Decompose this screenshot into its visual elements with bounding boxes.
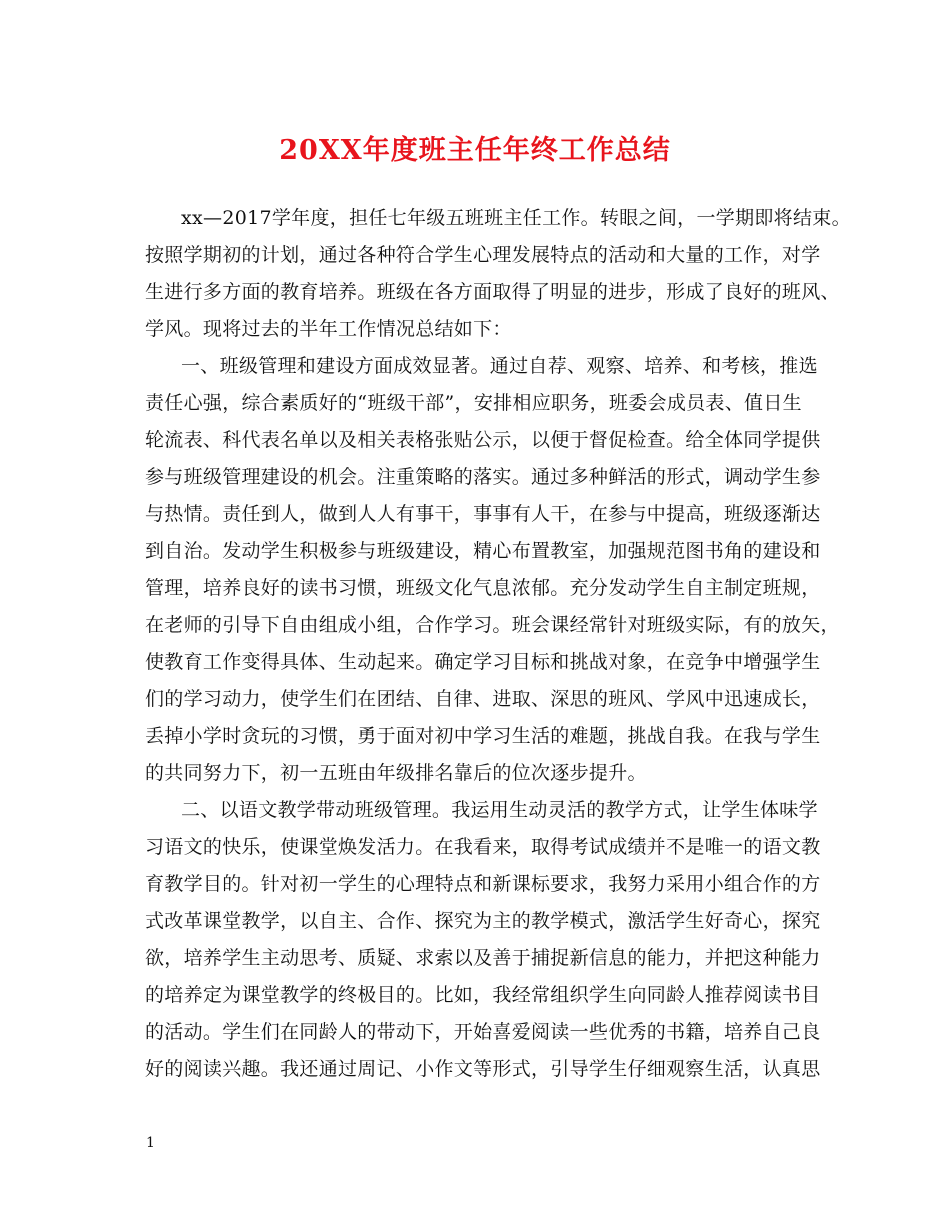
text-line: 欲，培养学生主动思考、质疑、求索以及善于捕捉新信息的能力，并把这种能力 <box>145 947 821 969</box>
text-line: xx—2017学年度，担任七年级五班班主任工作。转眼之间，一学期即将结束。 <box>181 207 851 229</box>
text-line: 的培养定为课堂教学的终极目的。比如，我经常组织学生向同龄人推荐阅读书目 <box>145 984 821 1006</box>
text-line: 二、以语文教学带动班级管理。我运用生动灵活的教学方式，让学生体味学 <box>181 799 818 821</box>
text-line: 责任心强，综合素质好的“班级干部”，安排相应职务，班委会成员表、值日生 <box>145 392 802 414</box>
text-line: 好的阅读兴趣。我还通过周记、小作文等形式，引导学生仔细观察生活，认真思 <box>145 1058 821 1080</box>
text-line: 育教学目的。针对初一学生的心理特点和新课标要求，我努力采用小组合作的方 <box>145 873 821 895</box>
text-line: 一、班级管理和建设方面成效显著。通过自荐、观察、培养、和考核，推选 <box>181 355 818 377</box>
document-title: 20XX年度班主任年终工作总结 <box>279 135 671 166</box>
text-line: 与热情。责任到人，做到人人有事干，事事有人干，在参与中提高，班级逐渐达 <box>145 503 821 525</box>
text-line: 习语文的快乐，使课堂焕发活力。在我看来，取得考试成绩并不是唯一的语文教 <box>145 836 821 858</box>
text-line: 学风。现将过去的半年工作情况总结如下： <box>145 318 512 340</box>
text-line: 管理，培养良好的读书习惯，班级文化气息浓郁。充分发动学生自主制定班规， <box>145 577 821 599</box>
text-line: 生进行多方面的教育培养。班级在各方面取得了明显的进步，形成了良好的班风、 <box>145 281 840 303</box>
text-line: 到自治。发动学生积极参与班级建设，精心布置教室，加强规范图书角的建设和 <box>145 540 821 562</box>
text-line: 丢掉小学时贪玩的习惯，勇于面对初中学习生活的难题，挑战自我。在我与学生 <box>145 725 821 747</box>
text-line: 的活动。学生们在同龄人的带动下，开始喜爱阅读一些优秀的书籍，培养自己良 <box>145 1021 821 1043</box>
text-line: 式改革课堂教学，以自主、合作、探究为主的教学模式，激活学生好奇心，探究 <box>145 910 821 932</box>
document-body <box>145 200 851 1088</box>
text-line: 轮流表、科代表名单以及相关表格张贴公示，以便于督促检查。给全体同学提供 <box>145 429 821 451</box>
text-line: 的共同努力下，初一五班由年级排名靠后的位次逐步提升。 <box>145 762 647 784</box>
text-line: 使教育工作变得具体、生动起来。确定学习目标和挑战对象，在竞争中增强学生 <box>145 651 821 673</box>
text-line: 在老师的引导下自由组成小组，合作学习。班会课经常针对班级实际，有的放矢， <box>145 614 840 636</box>
text-line: 参与班级管理建设的机会。注重策略的落实。通过多种鲜活的形式，调动学生参 <box>145 466 821 488</box>
text-line: 按照学期初的计划，通过各种符合学生心理发展特点的活动和大量的工作，对学 <box>145 244 821 266</box>
text-line: 们的学习动力，使学生们在团结、自律、进取、深思的班风、学风中迅速成长， <box>145 688 821 710</box>
page-number: 1 <box>146 1135 155 1151</box>
